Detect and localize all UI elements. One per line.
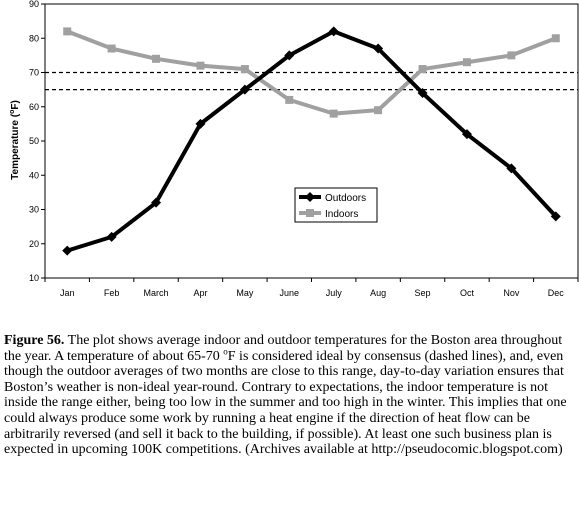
y-axis-title-prefix: Temperature ( <box>10 113 21 180</box>
x-tick-label: Feb <box>103 288 120 298</box>
indoors-point <box>63 27 71 35</box>
legend-label-indoors: Indoors <box>325 209 359 220</box>
y-tick-label: 90 <box>28 0 39 9</box>
indoors-point <box>330 110 338 118</box>
indoors-point <box>374 106 382 114</box>
y-tick-label: 10 <box>28 273 39 283</box>
legend-marker-indoors <box>306 209 314 217</box>
caption-label: Figure 56. <box>4 333 65 348</box>
y-tick-label: 80 <box>28 33 39 44</box>
indoors-point <box>507 51 515 59</box>
indoors-point <box>241 65 249 73</box>
x-tick-label: Jan <box>59 288 75 298</box>
y-tick-label: 20 <box>28 238 39 249</box>
y-tick-label: 60 <box>28 101 39 112</box>
x-tick-label: Oct <box>459 288 474 298</box>
figure-caption <box>4 333 576 458</box>
x-tick-label: Sep <box>414 288 431 298</box>
caption-text-1: The plot shows average indoor and outdoor temperatures for the Boston area throughout the year. A temperature of about 65-70 <box>4 333 563 364</box>
indoors-point <box>419 65 427 73</box>
y-tick-label: 40 <box>28 170 39 181</box>
outdoors-point <box>62 246 72 256</box>
y-axis-title <box>9 100 21 180</box>
indoors-point <box>552 34 560 42</box>
x-tick-label: May <box>236 288 254 298</box>
legend-label-outdoors: Outdoors <box>325 193 367 204</box>
x-tick-label: July <box>325 288 342 298</box>
y-axis-title-suffix: F) <box>10 100 21 110</box>
plot-area <box>29 0 578 298</box>
x-tick-label: March <box>143 288 169 298</box>
indoors-point <box>108 45 116 53</box>
x-tick-label: June <box>279 288 300 298</box>
indoors-point <box>152 55 160 63</box>
indoors-point <box>463 58 471 66</box>
x-tick-label: Dec <box>547 288 564 298</box>
x-tick-label: Nov <box>503 288 520 298</box>
y-tick-label: 30 <box>28 204 39 215</box>
indoors-point <box>285 96 293 104</box>
y-tick-label: 50 <box>28 136 39 146</box>
caption-degree-sup: o <box>223 345 228 356</box>
y-axis-title-sup: o <box>9 109 16 114</box>
svg-text:Temperature (oF) <box>9 100 21 180</box>
x-tick-label: Aug <box>370 288 387 298</box>
x-tick-label: Apr <box>193 288 208 298</box>
y-tick-label: 70 <box>28 67 39 78</box>
indoors-point <box>196 62 204 70</box>
caption-text-2: F is considered ideal by consensus (dashed lines), and, even though the outdoor averages of two months are close to this range, day-to-day variation ensures that Boston’s weather is non-ideal year-round. Contrary to expectations, the indoor temperature is not inside the range either, being too low in the summer and too high in the winter. This implies that one could always produce some work by running a heat engine if the direction of heat flow can be arbitrarily reversed (and sell it back to the building, if possible). At least one such business plan is expected in upcoming 100K competitions. (Archives available at http://pseudocomic.blogspot.com) <box>4 348 567 458</box>
